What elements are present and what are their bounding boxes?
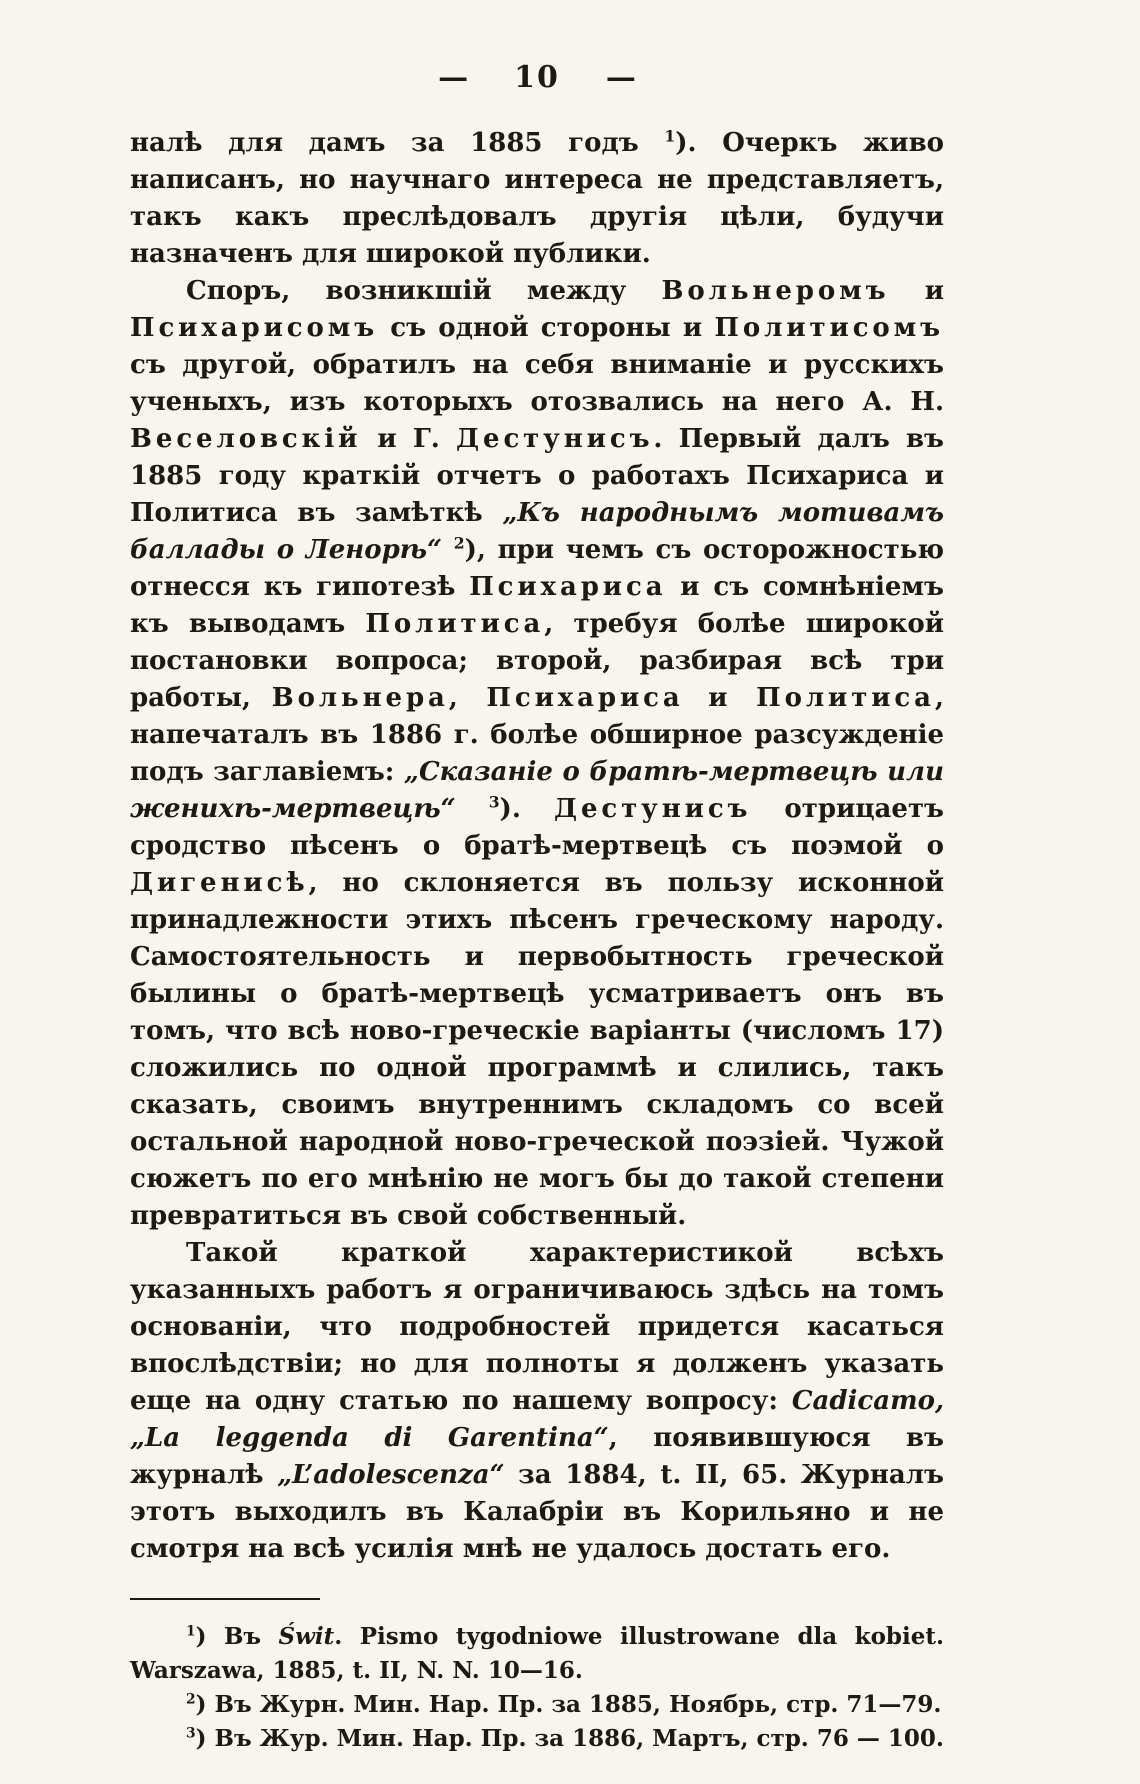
text-segment: ) Въ <box>195 1623 279 1650</box>
text-segment: ) Въ Журн. Мин. Нар. Пр. за 1885, Ноябрь, стр. 71—79. <box>195 1691 942 1718</box>
page-header <box>130 60 944 95</box>
text-segment: и <box>889 276 944 306</box>
text-segment: Cadicamo, „La leggenda di Garentina“ <box>130 1386 944 1453</box>
text-segment: Такой краткой характеристикой всѣхъ указанныхъ работъ я ограничиваюсь здѣсь на томъ основаніи, что подробностей придется касаться впослѣдствіи; но для полноты я долженъ указать еще на одну статью по нашему вопросу: <box>130 1238 944 1416</box>
text-segment: Дестунисъ <box>455 424 654 454</box>
text-segment: „Сказаніе о братѣ-мертвецѣ или женихѣ-мертвецѣ“ <box>130 757 944 824</box>
text-segment: Политисомъ <box>714 313 944 343</box>
footnotes <box>130 1620 944 1756</box>
text-segment: Świt <box>278 1623 335 1650</box>
text-segment: „Къ народнымъ мотивамъ баллады о Ленорѣ“ <box>130 498 944 565</box>
paragraph-summary <box>130 1235 944 1568</box>
paragraph-dispute <box>130 273 944 1235</box>
footnote-3 <box>130 1722 944 1756</box>
text-segment: Психариса <box>469 572 667 602</box>
text-segment: Споръ, возникшій между <box>186 276 662 306</box>
header-dash-right: — <box>605 60 636 95</box>
text-segment: отрицаетъ сродство пѣсенъ о братѣ-мертвецѣ съ поэмой о <box>130 794 945 861</box>
footnote-marker: 2 <box>453 533 465 553</box>
paragraph-continuation <box>130 125 944 273</box>
text-segment: „L’adolescenza“ <box>277 1460 505 1490</box>
footnote-divider <box>130 1598 320 1600</box>
page-number: 10 <box>514 60 560 95</box>
footnote-2 <box>130 1688 944 1722</box>
text-segment: , но склоняется въ пользу исконной принадлежности этихъ пѣсенъ греческому народу. Самостоятельность и первобытность греческой былины о братѣ-мертвецѣ усматриваетъ онъ въ томъ, что всѣ ново-греческіе варіанты (числомъ 17) сложились по одной программѣ и слились, такъ сказать, своимъ внутреннимъ складомъ со всей остальной народной ново-греческой поэзіей. Чужой сюжетъ по его мнѣнію не могъ бы до такой степени превратиться въ свой собственный. <box>130 868 944 1231</box>
text-segment: за 1884, t. II, 65. Журналъ этотъ выходилъ въ Калабріи въ Корильяно и не смотря на всѣ усилія мнѣ не удалось достать его. <box>130 1460 944 1564</box>
text-segment: ). <box>499 794 554 824</box>
text-segment: Психарисомъ <box>130 313 379 343</box>
text-segment: . Первый далъ въ 1885 году краткій отчетъ о работахъ Психариса и Политиса въ замѣткѣ <box>130 424 944 528</box>
text-segment: и съ сомнѣніемъ къ выводамъ <box>130 572 945 639</box>
text-segment: ), при чемъ съ осторожностью отнесся къ гипотезѣ <box>130 535 945 602</box>
text-segment: , напечаталъ въ 1886 г. болѣе обширное разсужденіе подъ заглавіемъ: <box>130 683 944 787</box>
footnote-marker: 3 <box>186 1725 196 1742</box>
text-segment: . Pismo tygodniowe illustrowane dla kobiet. Warszawa, 1885, t. II, N. N. 10—16. <box>130 1623 944 1684</box>
page-body <box>130 125 944 1568</box>
text-segment: съ другой, обратилъ на себя вниманіе и русскихъ ученыхъ, изъ которыхъ отозвались на него А. Н. <box>130 350 944 417</box>
text-segment: ). Очеркъ живо написанъ, но научнаго интереса не представляетъ, такъ какъ преслѣдовалъ другія цѣли, будучи назначенъ для широкой публики. <box>130 128 944 269</box>
footnote-marker: 3 <box>488 792 500 812</box>
footnote-marker: 2 <box>186 1691 196 1708</box>
text-segment: съ одной стороны и <box>378 313 715 343</box>
text-segment: Дигенисѣ <box>130 868 309 898</box>
text-segment: Вольнера, Психариса и Политиса <box>271 683 935 713</box>
footnote-1 <box>130 1620 944 1688</box>
text-segment: ) Въ Жур. Мин. Нар. Пр. за 1886, Мартъ, стр. 76 — 100. <box>195 1725 944 1752</box>
text-segment: налѣ для дамъ за 1885 годъ <box>130 128 665 158</box>
text-segment: , появившуюся въ журналѣ <box>130 1423 944 1490</box>
footnote-marker: 1 <box>664 126 676 146</box>
text-segment: , требуя болѣе широкой постановки вопроса; второй, разбирая всѣ три работы, <box>130 609 944 713</box>
text-segment: и Г. <box>361 424 456 454</box>
text-segment: Политиса <box>365 609 545 639</box>
text-segment: Дестунисъ <box>553 794 752 824</box>
footnote-marker: 1 <box>186 1623 196 1640</box>
text-segment: Вольнеромъ <box>661 276 890 306</box>
header-dash-left: — <box>438 60 469 95</box>
text-segment: Веселовскій <box>130 424 362 454</box>
